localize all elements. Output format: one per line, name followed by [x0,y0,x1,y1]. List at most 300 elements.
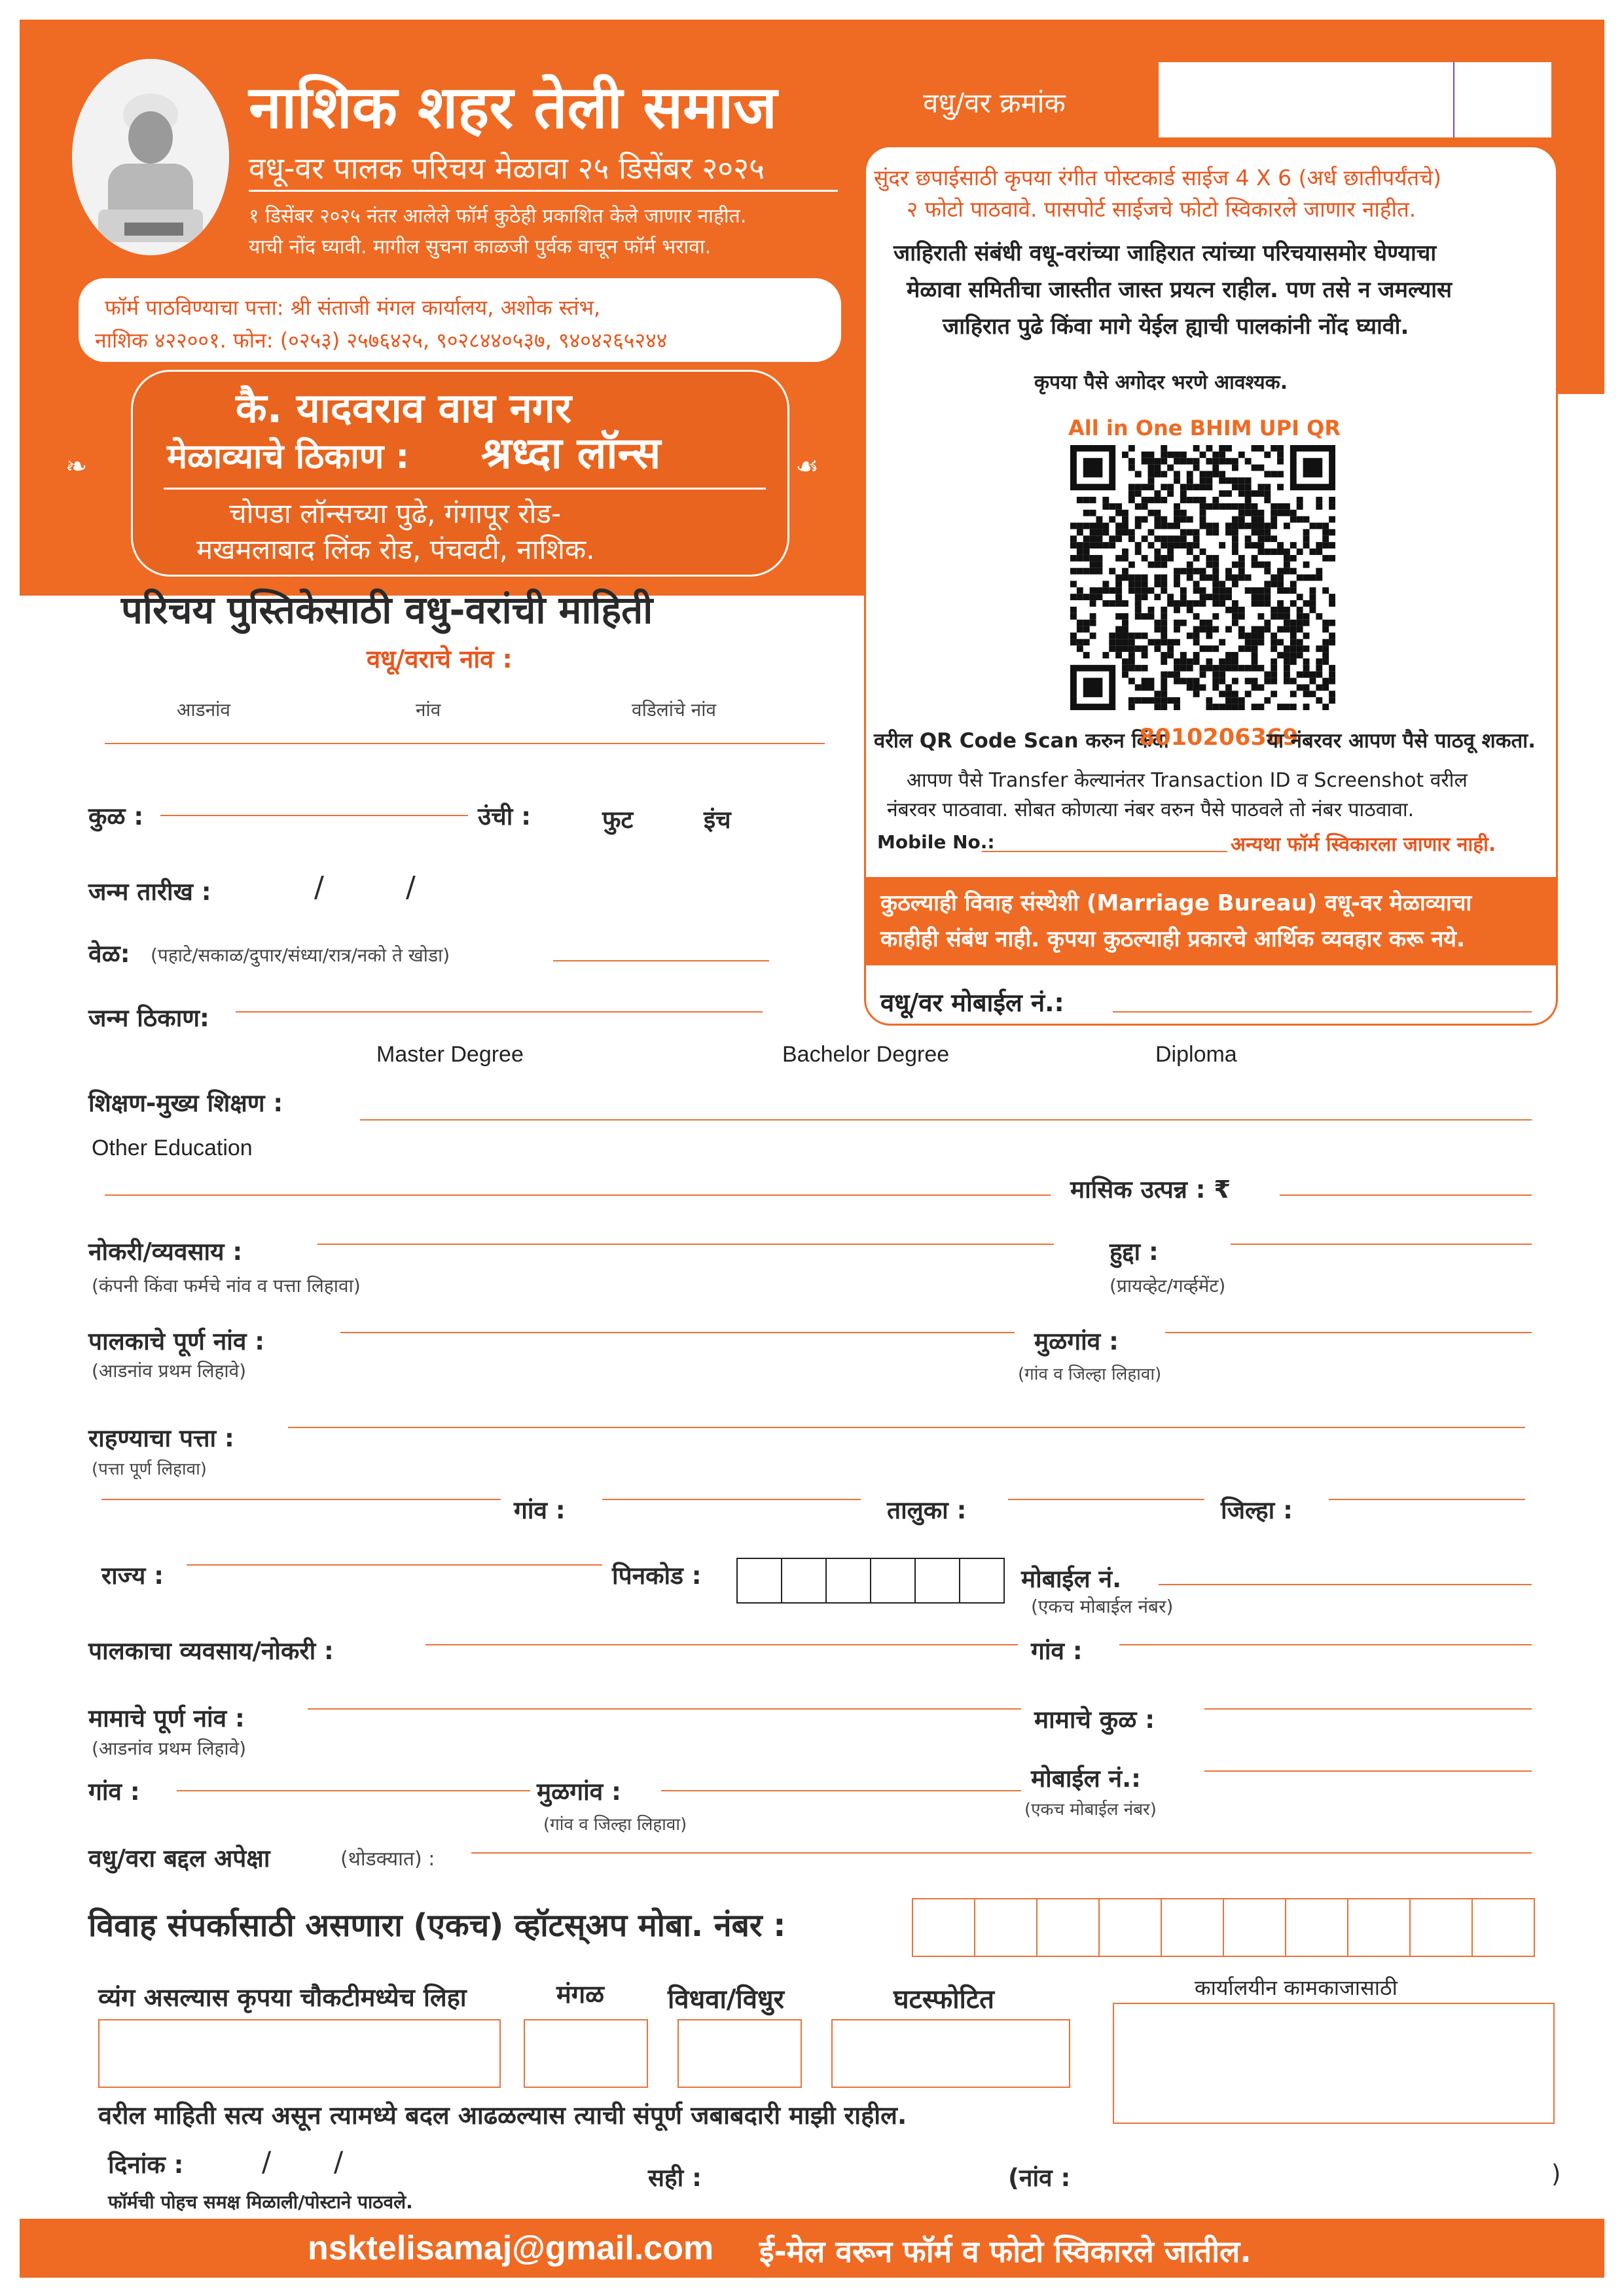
qr-module [1187,471,1193,478]
qr-module [1187,600,1193,607]
job-line[interactable] [317,1244,1054,1245]
dob-label: जन्म तारीख : [88,878,211,906]
pincode-digit[interactable] [825,1558,871,1604]
qr-module [1135,632,1142,639]
qr-module [1309,587,1316,594]
qr-module [1154,575,1161,581]
qr-module [1252,490,1258,497]
qr-module [1257,510,1264,516]
qr-module [1225,594,1232,600]
qr-module [1070,607,1077,613]
qr-module [1271,445,1277,452]
qr-module [1142,613,1148,620]
qr-module [1257,665,1264,672]
name-sign-close: ) [1551,2160,1561,2188]
qr-module [1102,587,1109,594]
pincode-digit[interactable] [914,1558,960,1604]
qr-module [1277,445,1284,452]
qr-module [1174,535,1180,542]
qr-module [1232,542,1238,548]
qr-module [1174,503,1180,510]
whatsapp-digit[interactable] [1161,1898,1224,1957]
qr-module [1142,665,1148,672]
qr-module [1252,529,1258,535]
address-line-2-input[interactable] [101,1499,501,1500]
qr-module [1070,568,1077,575]
qr-module [1284,568,1290,575]
qr-module [1142,652,1148,658]
receipt-note: फॉर्मची पोहच समक्ष मिळाली/पोस्टाने पाठवले. [108,2191,413,2213]
qr-module [1264,626,1271,633]
qr-module [1232,607,1238,613]
qr-module [1200,672,1206,678]
kul-line[interactable] [160,815,468,816]
qr-module [1077,620,1083,626]
qr-module [1264,672,1271,678]
whatsapp-digit[interactable] [912,1898,975,1957]
qr-module [1225,477,1232,484]
qr-module [1142,678,1148,685]
qr-module [1161,587,1167,594]
degree-diploma[interactable]: Diploma [1155,1042,1237,1067]
qr-module [1122,658,1128,665]
qr-module [1329,516,1335,523]
parent-village-line[interactable] [1119,1644,1532,1645]
qr-module [1128,645,1135,652]
qr-module [1115,555,1122,562]
qr-module [1122,510,1128,516]
qr-module [1135,594,1142,600]
qr-module [1245,632,1252,639]
qr-module [1200,510,1206,516]
whatsapp-digit[interactable] [1409,1898,1473,1957]
qr-module [1329,600,1335,607]
disability-label: व्यंग असल्यास कृपया चौकटीमध्येच लिहा [98,1983,467,2012]
qr-module [1135,542,1142,548]
qr-module [1264,581,1271,587]
qr-module [1309,678,1316,685]
qr-module [1148,607,1155,613]
qr-module [1154,471,1161,478]
qr-module [1290,626,1297,633]
qr-module [1135,613,1142,620]
qr-module [1180,529,1187,535]
qr-module [1154,458,1161,465]
qr-module [1232,620,1238,626]
qr-module [1142,575,1148,581]
widow-label: विधवा/विधुर [668,1984,784,2015]
qr-module [1257,484,1264,490]
qr-module [1174,665,1180,672]
qr-module [1135,607,1142,613]
qr-module [1077,626,1083,633]
qr-module [1290,691,1297,697]
qr-module [1167,484,1174,490]
qr-module [1090,562,1096,568]
parent-job-label: पालकाचा व्यवसाय/नोकरी : [88,1637,334,1665]
qr-module [1212,665,1219,672]
qr-module [1271,672,1277,678]
qr-module [1154,490,1161,497]
whatsapp-digit[interactable] [1036,1898,1100,1957]
qr-module [1290,620,1297,626]
qr-module [1322,684,1329,691]
qr-module [1193,542,1200,548]
education-line[interactable] [360,1119,1532,1121]
other-education-line[interactable] [105,1194,1051,1196]
upi-qr-code[interactable] [1070,445,1335,710]
qr-module [1167,542,1174,548]
degree-master[interactable]: Master Degree [376,1042,524,1067]
pincode-digit[interactable] [781,1558,827,1604]
qr-module [1225,490,1232,497]
transfer-line-1: आपण पैसे Transfer केल्यानंतर Transaction ID व Screenshot वरील [907,769,1468,792]
qr-module [1167,523,1174,529]
qr-module [1277,452,1284,458]
qr-module [1077,587,1083,594]
qr-module [1245,639,1252,645]
qr-module [1200,548,1206,555]
qr-module [1316,665,1322,672]
uncle-kul-line[interactable] [1204,1708,1532,1710]
qr-module [1264,529,1271,535]
qr-module [1238,510,1245,516]
qr-module [1187,568,1193,575]
serial-input-box[interactable] [1159,62,1551,137]
qr-module [1142,484,1148,490]
qr-module [1290,516,1297,523]
mobile-no-label: Mobile No.: [877,831,995,853]
qr-module [1115,594,1122,600]
qr-module [1212,600,1219,607]
qr-module [1329,639,1335,645]
state-line[interactable] [187,1564,602,1566]
qr-module [1290,678,1297,685]
qr-module [1090,587,1096,594]
qr-module [1200,587,1206,594]
qr-module [1329,678,1335,685]
whatsapp-digit[interactable] [1347,1898,1411,1957]
qr-module [1206,594,1212,600]
qr-module [1193,613,1200,620]
qr-module [1077,497,1083,503]
qr-module [1142,458,1148,465]
qr-module [1245,503,1252,510]
parent-name-label: पालकाचे पूर्ण नांव : [88,1327,265,1355]
qr-module [1154,620,1161,626]
qr-module [1257,639,1264,645]
qr-module [1232,652,1238,658]
qr-module [1161,497,1167,503]
widow-box[interactable] [677,2019,802,2088]
qr-module [1219,490,1225,497]
qr-module [1284,678,1290,685]
income-line[interactable] [1280,1194,1532,1196]
whatsapp-digit[interactable] [1285,1898,1348,1957]
qr-module [1090,594,1096,600]
uncle-kul-label: मामाचे कुळ : [1034,1706,1155,1734]
qr-module [1083,523,1090,529]
qr-module [1122,568,1128,575]
qr-module [1109,600,1115,607]
qr-module [1309,548,1316,555]
qr-module [1297,626,1303,633]
birth-time-line[interactable] [553,960,769,961]
qr-module [1212,523,1219,529]
qr-module [1142,587,1148,594]
qr-module [1219,581,1225,587]
qr-module [1200,594,1206,600]
qr-module [1277,503,1284,510]
bride-mobile-line[interactable] [1113,1011,1532,1013]
qr-module [1297,575,1303,581]
qr-module [1252,626,1258,633]
qr-module [1252,678,1258,685]
mobile-no-line[interactable] [982,851,1227,852]
qr-module [1238,477,1245,484]
qr-module [1135,484,1142,490]
qr-module [1329,555,1335,562]
uncle-native-line[interactable] [661,1790,1021,1791]
qr-module [1102,523,1109,529]
qr-module [1284,510,1290,516]
bureau-line-1: कुठल्याही विवाह संस्थेशी (Marriage Bureau) वधू-वर मेळाव्याचा [880,890,1472,916]
district-line[interactable] [1329,1499,1525,1500]
whatsapp-digit[interactable] [1223,1898,1286,1957]
qr-module [1122,626,1128,633]
birthplace-label: जन्म ठिकाण: [88,1004,209,1032]
qr-module [1245,484,1252,490]
qr-module [1322,645,1329,652]
qr-module [1297,645,1303,652]
qr-module [1122,529,1128,535]
taluka-label: तालुका : [887,1496,967,1524]
qr-module [1128,445,1135,452]
qr-module [1264,568,1271,575]
ornament-right-icon: ☙ [795,452,819,482]
mangal-box[interactable] [524,2019,648,2088]
qr-module [1161,458,1167,465]
qr-module [1329,529,1335,535]
office-use-box [1113,2003,1555,2124]
qr-module [1297,652,1303,658]
qr-module [1271,516,1277,523]
qr-module [1083,542,1090,548]
venue-line-4: मखमलाबाद लिंक रोड, पंचवटी, नाशिक. [196,533,595,565]
pincode-digit[interactable] [959,1558,1005,1604]
qr-module [1329,632,1335,639]
qr-module [1135,684,1142,691]
qr-module [1187,548,1193,555]
mobile-label: मोबाईल नं. [1021,1565,1122,1593]
qr-module [1128,658,1135,665]
qr-module [1109,516,1115,523]
native-place-line[interactable] [1165,1332,1532,1333]
qr-module [1180,620,1187,626]
whatsapp-digit[interactable] [1471,1898,1535,1957]
post-line[interactable] [1231,1244,1532,1245]
qr-module [1174,471,1180,478]
qr-module [1167,548,1174,555]
whatsapp-digit[interactable] [1098,1898,1162,1957]
qr-module [1271,523,1277,529]
uncle-mobile-line[interactable] [1204,1770,1532,1772]
whatsapp-digit[interactable] [974,1898,1038,1957]
uncle-name-hint: (आडनांव प्रथम लिहावे) [92,1738,247,1759]
qr-module [1271,548,1277,555]
qr-module [1090,497,1096,503]
qr-module [1219,691,1225,697]
qr-module [1219,503,1225,510]
village-label: गांव : [514,1496,566,1524]
section-title: परिचय पुस्तिकेसाठी वधु-वरांची माहिती [121,588,653,632]
qr-module [1245,691,1252,697]
expectation-line[interactable] [471,1852,1532,1854]
qr-module [1161,632,1167,639]
qr-module [1128,665,1135,672]
qr-module [1161,516,1167,523]
qr-module [1316,613,1322,620]
qr-module [1264,594,1271,600]
qr-module [1174,600,1180,607]
pincode-digit[interactable] [870,1558,916,1604]
qr-module [1303,684,1310,691]
qr-module [1128,529,1135,535]
qr-module [1102,529,1109,535]
qr-module [1212,626,1219,633]
full-name-line[interactable] [105,743,825,744]
uncle-village-line[interactable] [177,1790,530,1791]
uncle-name-line[interactable] [308,1708,1021,1710]
qr-module [1115,587,1122,594]
qr-module [1245,665,1252,672]
qr-module [1225,684,1232,691]
photo-note-line-1: सुंदर छपाईसाठी कृपया रंगीत पोस्टकार्ड साईज 4 X 6 (अर्ध छातीपर्यंतचे) [874,165,1442,190]
mobile-hint: (एकच मोबाईल नंबर) [1031,1596,1174,1617]
qr-module [1174,581,1180,587]
qr-module [1252,594,1258,600]
qr-module [1232,678,1238,685]
address-line-1-input[interactable] [288,1427,1525,1428]
qr-module [1238,697,1245,704]
ad-note-line-2: मेळावा समितीचा जास्तीत जास्त प्रयत्न राहील. पण तसे न जमल्यास [907,277,1453,303]
qr-module [1128,632,1135,639]
qr-module [1322,652,1329,658]
qr-module [1225,503,1232,510]
parent-job-line[interactable] [425,1644,1018,1645]
mobile-line[interactable] [1159,1584,1532,1585]
bride-name-label: वधू/वराचे नांव : [367,645,513,673]
qr-module [1161,471,1167,478]
qr-module [1303,613,1310,620]
degree-bachelor[interactable]: Bachelor Degree [782,1042,950,1067]
qr-module [1115,510,1122,516]
qr-module [1309,600,1316,607]
qr-module [1322,523,1329,529]
qr-module [1148,684,1155,691]
qr-module [1154,497,1161,503]
parent-name-line[interactable] [340,1332,1015,1333]
divorce-box[interactable] [831,2019,1070,2088]
qr-module [1232,484,1238,490]
height-label: उंची : [478,802,532,831]
qr-module [1122,632,1128,639]
qr-module [1284,548,1290,555]
qr-module [1252,645,1258,652]
qr-module [1180,587,1187,594]
job-hint: (कंपनी किंवा फर्मचे नांव व पत्ता लिहावा) [92,1275,361,1297]
qr-module [1257,587,1264,594]
qr-module [1271,632,1277,639]
date-separator-2: / [334,2145,344,2178]
qr-module [1309,691,1316,697]
qr-module [1290,568,1297,575]
qr-module [1264,484,1271,490]
qr-module [1309,607,1316,613]
qr-module [1090,529,1096,535]
village-line[interactable] [602,1499,861,1500]
qr-module [1303,632,1310,639]
qr-module [1245,535,1252,542]
qr-module [1174,523,1180,529]
qr-module [1303,529,1310,535]
qr-module [1212,465,1219,471]
qr-module [1148,678,1155,685]
footer-email[interactable]: nsktelisamaj@gmail.com [308,2229,714,2267]
taluka-line[interactable] [1008,1499,1204,1500]
qr-module [1070,632,1077,639]
qr-module [1252,516,1258,523]
pincode-digit[interactable] [736,1558,782,1604]
qr-module [1290,704,1297,710]
qr-module [1257,516,1264,523]
qr-module [1206,575,1212,581]
birthplace-line[interactable] [236,1011,763,1013]
qr-module [1206,477,1212,484]
qr-module [1271,665,1277,672]
qr-module [1128,458,1135,465]
qr-module [1200,665,1206,672]
education-label: शिक्षण-मुख्य शिक्षण : [88,1089,283,1117]
qr-module [1193,497,1200,503]
qr-module [1142,581,1148,587]
qr-module [1154,704,1161,710]
qr-module [1161,575,1167,581]
qr-module [1277,484,1284,490]
qr-module [1232,503,1238,510]
qr-module [1245,490,1252,497]
qr-module [1219,678,1225,685]
qr-module [1193,652,1200,658]
qr-module [1245,575,1252,581]
qr-module [1115,613,1122,620]
qr-phone-number[interactable]: 8010206369 [1139,725,1299,751]
qr-module [1122,516,1128,523]
qr-module [1257,684,1264,691]
qr-module [1297,497,1303,503]
qr-module [1096,587,1103,594]
qr-module [1232,665,1238,672]
qr-module [1096,529,1103,535]
qr-module [1252,652,1258,658]
disability-box[interactable] [98,2019,501,2088]
qr-module [1161,658,1167,665]
qr-module [1225,458,1232,465]
qr-module [1284,620,1290,626]
qr-module [1264,562,1271,568]
qr-module [1257,704,1264,710]
qr-module [1232,658,1238,665]
